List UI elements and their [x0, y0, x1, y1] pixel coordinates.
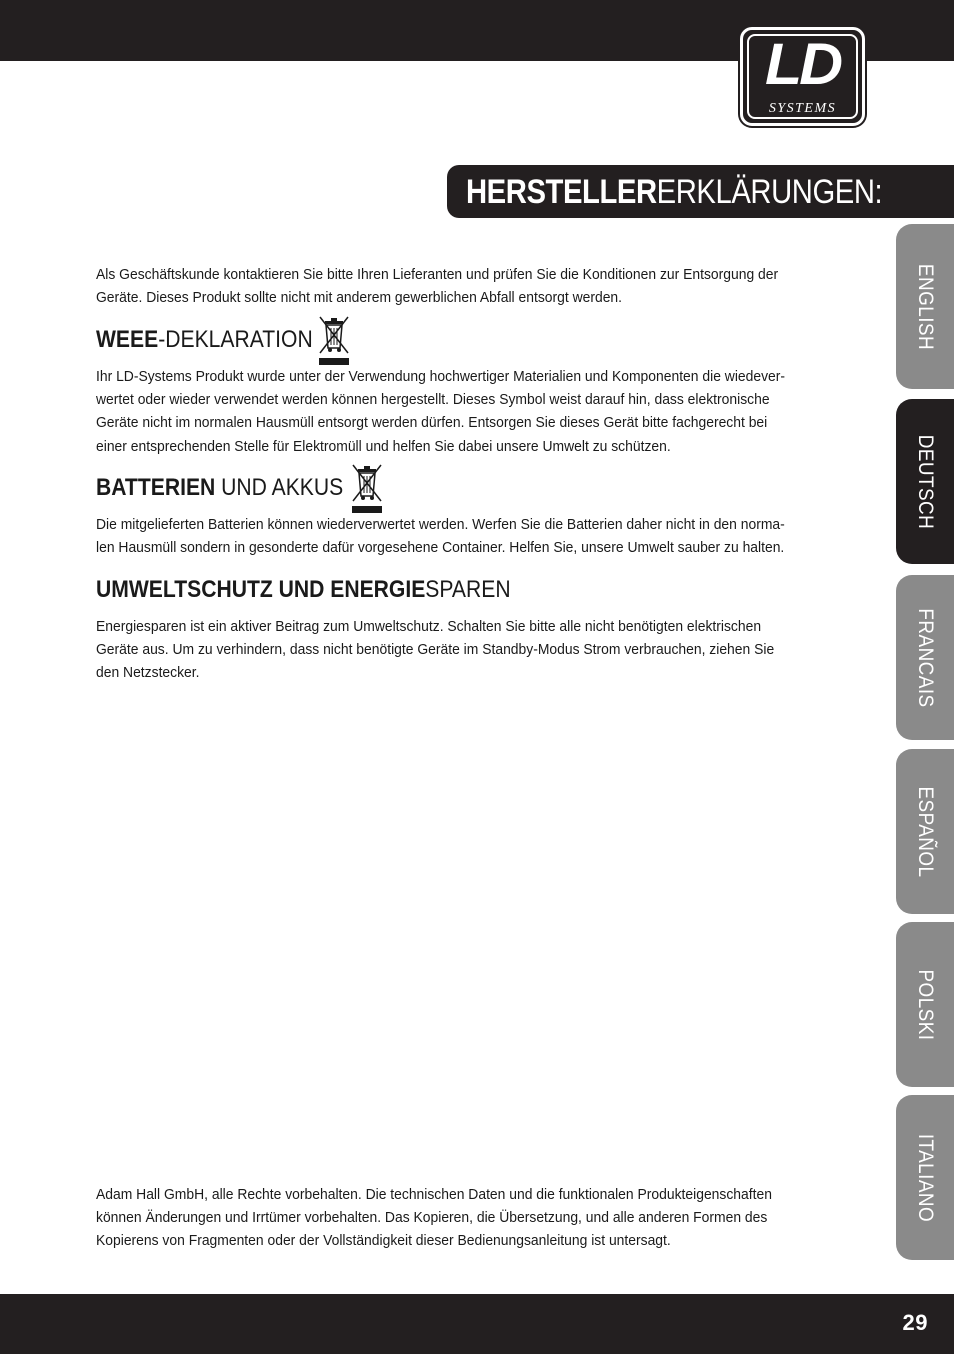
tab-espanol[interactable] [896, 749, 954, 914]
tab-english[interactable] [896, 224, 954, 389]
ld-systems-logo [740, 27, 865, 126]
logo-systems-text: SYSTEMS [768, 101, 837, 116]
environment-paragraph [96, 615, 774, 685]
tab-francais[interactable] [896, 575, 954, 740]
intro-line: Geräte. Dieses Produkt sollte nicht mit anderem gewerblichen Abfall entsorgt werden. [96, 289, 623, 307]
page-title-bar [447, 165, 954, 218]
environment-heading [96, 576, 511, 604]
tab-polski[interactable] [896, 922, 954, 1087]
batteries-heading [96, 474, 343, 502]
tab-label: ENGLISH [914, 263, 937, 350]
tab-label: POLSKI [914, 969, 937, 1040]
weee-line: wertet oder wieder verwendet werden können hergestellt. Dieses Symbol weist darauf hin, dass elektronische [96, 391, 770, 409]
crossed-bin-icon [316, 315, 352, 366]
bottom-bar [0, 1294, 954, 1354]
weee-line: Ihr LD-Systems Produkt wurde unter der Verwendung hochwertiger Materialien und Komponenten die wiedever- [96, 368, 786, 385]
logo-ld-text: LD [765, 32, 840, 97]
batteries-heading-bold: BATTERIEN [96, 474, 216, 501]
page-title-bold: HERSTELLER [466, 173, 657, 211]
tab-label: ITALIANO [914, 1133, 937, 1222]
intro-line: Als Geschäftskunde kontaktieren Sie bitte Ihren Lieferanten und prüfen Sie die Konditionen zur Entsorgung der [96, 266, 779, 283]
weee-paragraph [96, 365, 785, 458]
weee-line: Geräte nicht im normalen Hausmüll entsorgt werden dürfen. Entsorgen Sie dieses Gerät bitte fachgerecht bei [96, 414, 768, 432]
page-title [466, 172, 882, 212]
legal-line: können Änderungen und Irrtümer vorbehalten. Das Kopieren, die Übersetzung, und alle anderen Formen des [96, 1209, 768, 1227]
batteries-line: len Hausmüll sondern in gesonderte dafür vorgesehene Container. Helfen Sie, unsere Umwelt sauber zu halten. [96, 539, 785, 557]
tab-label: FRANCAIS [914, 607, 937, 708]
page-number: 29 [902, 1310, 928, 1335]
weee-heading [96, 326, 313, 354]
environment-line: Geräte aus. Um zu verhindern, dass nicht benötigte Geräte im Standby-Modus Strom verbrauchen, ziehen Sie [96, 641, 775, 659]
legal-line: Kopierens von Fragmenten oder der Vollständigkeit dieser Bedienungsanleitung ist untersagt. [96, 1232, 671, 1250]
batteries-paragraph [96, 513, 785, 559]
crossed-bin-icon [349, 463, 385, 514]
legal-footer [96, 1183, 772, 1253]
legal-line: Adam Hall GmbH, alle Rechte vorbehalten. Die technischen Daten und die funktionalen Produkteigenschaften [96, 1186, 772, 1203]
environment-line: den Netzstecker. [96, 664, 200, 682]
weee-heading-bold: WEEE [96, 326, 159, 353]
tab-label: DEUTSCH [914, 434, 937, 529]
environment-line: Energiesparen ist ein aktiver Beitrag zum Umweltschutz. Schalten Sie bitte alle nicht benötigten elektrischen [96, 618, 762, 635]
batteries-line: Die mitgelieferten Batterien können wiederverwertet werden. Werfen Sie die Batterien daher nicht in den norma- [96, 516, 785, 533]
environment-heading-bold: UMWELTSCHUTZ UND ENERGIE [96, 576, 426, 603]
tab-italiano[interactable] [896, 1095, 954, 1260]
weee-line: einer entsprechenden Stelle für Elektromüll und helfen Sie dabei unsere Umwelt zu schützen. [96, 437, 671, 455]
batteries-heading-regular: UND AKKUS [215, 474, 344, 501]
weee-heading-regular: -DEKLARATION [158, 326, 313, 353]
environment-heading-regular: SPAREN [425, 576, 511, 603]
tab-label: ESPAÑOL [914, 785, 937, 878]
tab-deutsch[interactable] [896, 399, 954, 564]
intro-paragraph [96, 263, 778, 309]
page-title-regular: ERKLÄRUNGEN: [656, 173, 883, 211]
